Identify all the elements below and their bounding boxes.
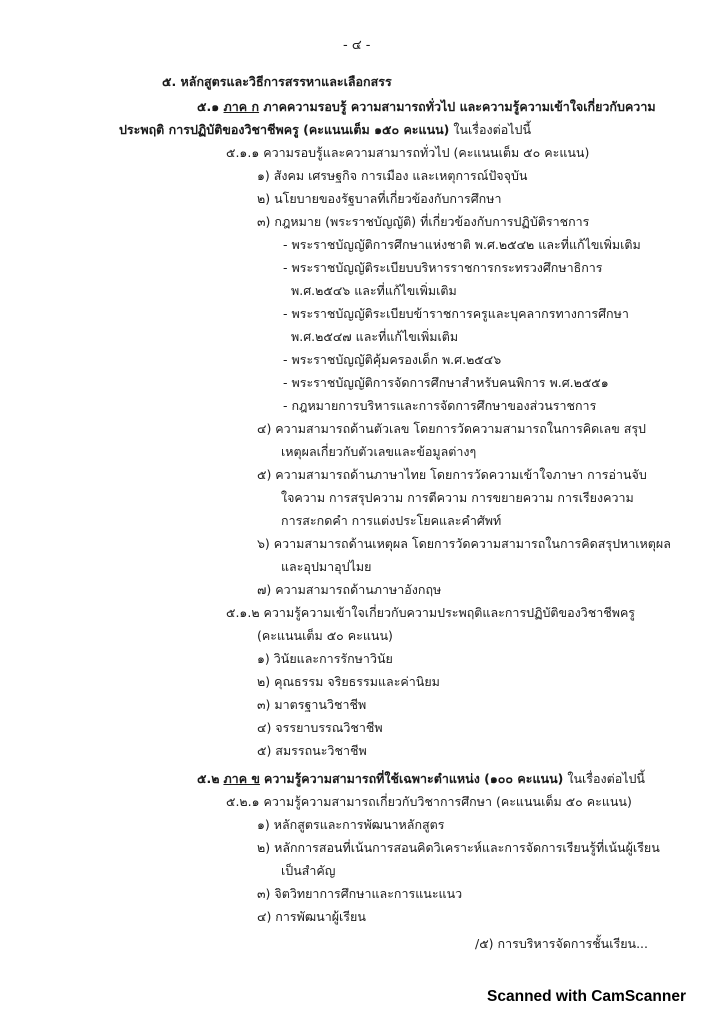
subsection-512-heading: ๕.๑.๒ ความรู้ความเข้าใจเกี่ยวกับความประพฤติและการปฏิบัติของวิชาชีพครู bbox=[226, 605, 636, 620]
list-item: ๔) จรรยาบรรณวิชาชีพ bbox=[257, 720, 383, 735]
list-item: ๒) หลักการสอนที่เน้นการสอนคิดวิเคราะห์และการจัดการเรียนรู้ที่เน้นผู้เรียน bbox=[257, 840, 660, 855]
list-item: ๗) ความสามารถด้านภาษาอังกฤษ bbox=[257, 582, 442, 597]
list-item: ๓) มาตรฐานวิชาชีพ bbox=[257, 697, 367, 712]
subsection-512-score: (คะแนนเต็ม ๕๐ คะแนน) bbox=[257, 628, 393, 643]
list-item: ๒) คุณธรรม จริยธรรมและค่านิยม bbox=[257, 674, 440, 689]
law-item: - พระราชบัญญัติระเบียบบริหารราชการกระทรวงศึกษาธิการ bbox=[283, 260, 603, 275]
list-item: ๖) ความสามารถด้านเหตุผล โดยการวัดความสามารถในการคิดสรุปหาเหตุผล bbox=[257, 536, 671, 551]
part-a-title-tail: ในเรื่องต่อไปนี้ bbox=[453, 122, 532, 137]
list-item: ๓) จิตวิทยาการศึกษาและการแนะแนว bbox=[257, 886, 463, 901]
part-a-title-line1 bbox=[197, 97, 656, 117]
part-a-title-continued: ประพฤติ การปฏิบัติของวิชาชีพครู (คะแนนเต็ม ๑๕๐ คะแนน) bbox=[119, 122, 450, 137]
list-item: ๒) นโยบายของรัฐบาลที่เกี่ยวข้องกับการศึกษา bbox=[257, 191, 502, 206]
list-item-continued: เป็นสำคัญ bbox=[281, 863, 336, 878]
part-a-title-text: ภาคความรอบรู้ ความสามารถทั่วไป และความรู้ความเข้าใจเกี่ยวกับความ bbox=[263, 99, 656, 114]
list-item: ๑) หลักสูตรและการพัฒนาหลักสูตร bbox=[257, 817, 445, 832]
part-b-number: ๕.๒ bbox=[197, 771, 220, 786]
list-item: ๕) สมรรถนะวิชาชีพ bbox=[257, 743, 367, 758]
law-item: - กฎหมายการบริหารและการจัดการศึกษาของส่วนราชการ bbox=[283, 398, 597, 413]
list-item-continued: และอุปมาอุปไมย bbox=[281, 559, 372, 574]
part-a-number: ๕.๑ bbox=[197, 99, 220, 114]
subsection-521-heading: ๕.๒.๑ ความรู้ความสามารถเกี่ยวกับวิชาการศึกษา (คะแนนเต็ม ๕๐ คะแนน) bbox=[226, 794, 632, 809]
camscanner-watermark: Scanned with CamScanner bbox=[487, 988, 686, 1005]
law-item-continued: พ.ศ.๒๕๔๖ และที่แก้ไขเพิ่มเติม bbox=[291, 283, 457, 298]
page-number: - ๔ - bbox=[343, 38, 371, 53]
subsection-511-heading: ๕.๑.๑ ความรอบรู้และความสามารถทั่วไป (คะแนนเต็ม ๕๐ คะแนน) bbox=[226, 145, 590, 160]
list-item: ๔) การพัฒนาผู้เรียน bbox=[257, 909, 366, 924]
list-item: ๕) ความสามารถด้านภาษาไทย โดยการวัดความเข้าใจภาษา การอ่านจับ bbox=[257, 467, 647, 482]
part-a-label: ภาค ก bbox=[223, 99, 260, 114]
law-item-continued: พ.ศ.๒๕๔๗ และที่แก้ไขเพิ่มเติม bbox=[291, 329, 459, 344]
part-b-title-text: ความรู้ความสามารถที่ใช้เฉพาะตำแหน่ง (๑๐๐ คะแนน) bbox=[263, 771, 564, 786]
law-item: - พระราชบัญญัติคุ้มครองเด็ก พ.ศ.๒๕๔๖ bbox=[283, 352, 502, 367]
list-item: ๔) ความสามารถด้านตัวเลข โดยการวัดความสามารถในการคิดเลข สรุป bbox=[257, 421, 646, 436]
law-item: - พระราชบัญญัติระเบียบข้าราชการครูและบุคลากรทางการศึกษา bbox=[283, 306, 629, 321]
continuation-note: /๕) การบริหารจัดการชั้นเรียน... bbox=[475, 936, 648, 951]
list-item: ๑) วินัยและการรักษาวินัย bbox=[257, 651, 393, 666]
law-item: - พระราชบัญญัติการศึกษาแห่งชาติ พ.ศ.๒๕๔๒ และที่แก้ไขเพิ่มเติม bbox=[283, 237, 641, 252]
list-item-continued: ใจความ การสรุปความ การตีความ การขยายความ การเรียงความ bbox=[281, 490, 634, 505]
part-b-title bbox=[197, 769, 645, 789]
law-item: - พระราชบัญญัติการจัดการศึกษาสำหรับคนพิการ พ.ศ.๒๕๕๑ bbox=[283, 375, 609, 390]
part-a-title-line2 bbox=[119, 120, 531, 140]
list-item: ๓) กฎหมาย (พระราชบัญญัติ) ที่เกี่ยวข้องกับการปฏิบัติราชการ bbox=[257, 214, 590, 229]
part-b-title-tail: ในเรื่องต่อไปนี้ bbox=[567, 771, 645, 786]
list-item-continued: เหตุผลเกี่ยวกับตัวเลขและข้อมูลต่างๆ bbox=[281, 444, 477, 459]
part-b-label: ภาค ข bbox=[223, 771, 260, 786]
list-item: ๑) สังคม เศรษฐกิจ การเมือง และเหตุการณ์ปัจจุบัน bbox=[257, 168, 528, 183]
list-item-continued: การสะกดคำ การแต่งประโยคและคำศัพท์ bbox=[281, 513, 502, 528]
section-heading: ๕. หลักสูตรและวิธีการสรรหาและเลือกสรร bbox=[162, 74, 392, 89]
